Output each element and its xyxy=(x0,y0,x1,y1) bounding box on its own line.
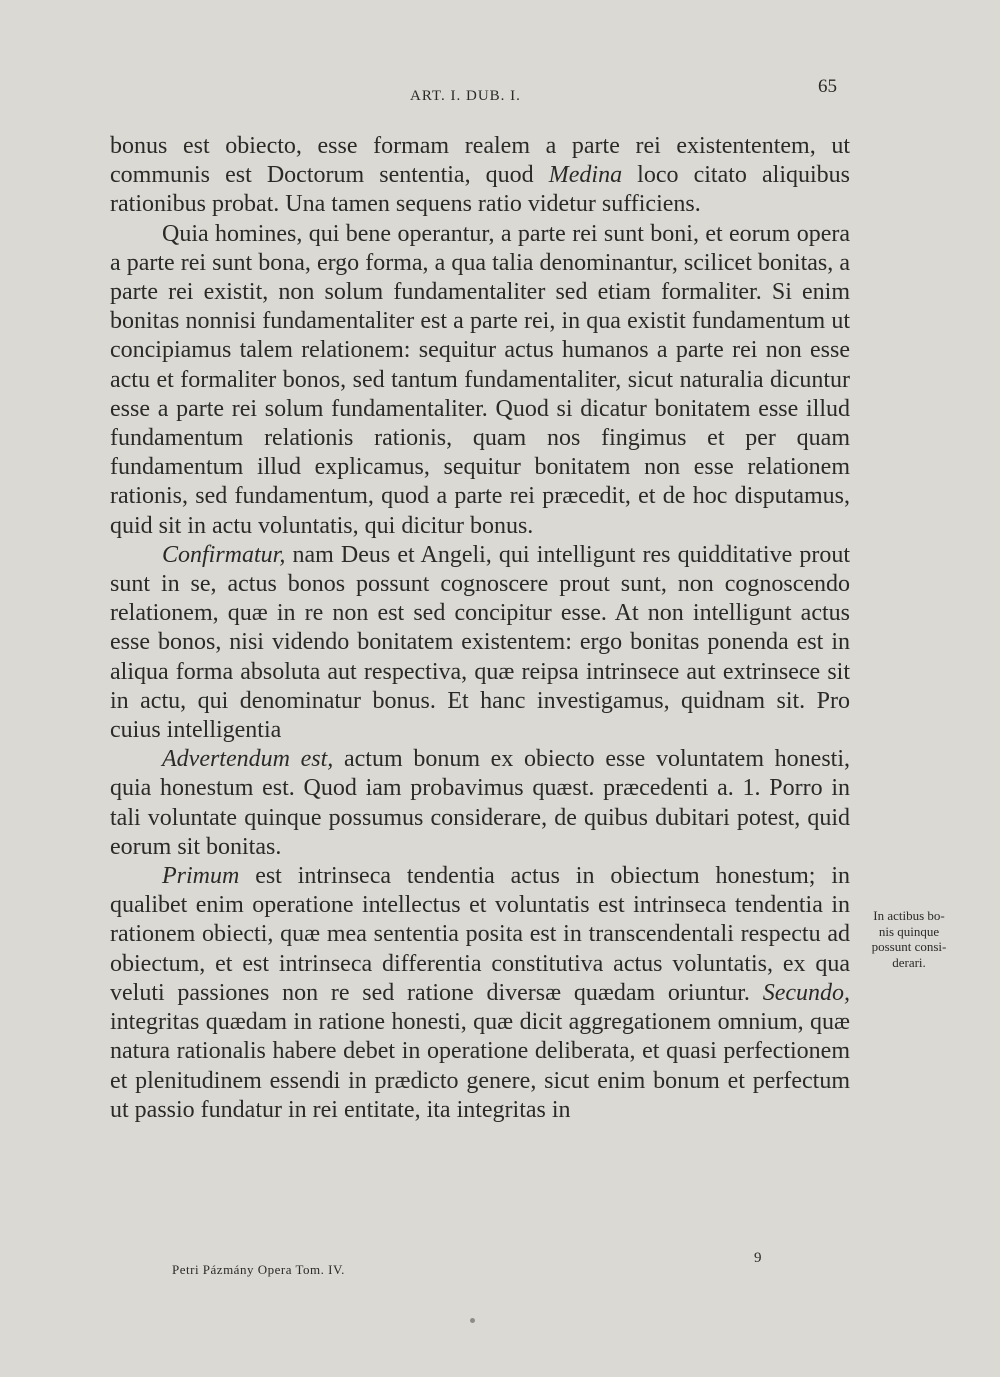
italic-name: Medina xyxy=(548,162,623,189)
italic-lead: Advertendum est, xyxy=(162,746,334,773)
text-run: est intrinseca tendentia actus in obiectum honestum; in qualibet enim operatione intellectus et voluntatis est intrinseca tendentia in rationem obiecti, quæ mea sententia posita est in transcendentali respectu ad obiectum, et est intrinseca differentia constitutiva actus voluntatis, ex qua veluti passiones non re sed ratione diversæ quædam oriuntur. xyxy=(110,863,850,1006)
paragraph xyxy=(110,541,850,745)
text-run: bonus est obiecto, esse formam realem a parte rei existententem, ut communis est Doctorum sententia, quod xyxy=(110,133,850,189)
text-run: Quia homines, qui bene operantur, a parte rei sunt boni, et eorum opera a parte rei sunt bona, ergo forma, a qua talia denominantur, scilicet bonitas, a parte rei existit, non solum fundamentaliter sed etiam formaliter. Si enim bonitas nonnisi fundamentaliter est a parte rei, in qua existit fundamentum ut concipiamus talem relationem: sequitur actus humanos a parte rei non esse actu et formaliter bonos, sed tantum fundamentaliter, sicut naturalia dicuntur esse a parte rei solum fundamentaliter. Quod si dicatur bonitatem esse illud fundamentum relationis rationis, quam nos fingimus et per quam fundamentum illud explicamus, sequitur bonitatem non esse relationem rationis, sed fundamentum, quod a parte rei præcedit, et de hoc disputamus, quid sit in actu voluntatis, qui dicitur bonus. xyxy=(110,220,850,539)
margin-note-line: nis quinque xyxy=(878,923,940,939)
body-text xyxy=(110,132,850,1125)
text-run: actum bonum ex obiecto esse voluntatem honesti, quia honestum est. Quod iam probavimus quæst. præcedenti a. 1. Porro in tali voluntate quinque possumus considerare, de quibus dubitari potest, quid eorum sit bonitas. xyxy=(110,746,851,860)
margin-note-line: possunt consi- xyxy=(871,939,947,954)
paragraph xyxy=(110,132,850,220)
text-run: loco citato aliquibus rationibus probat. Una tamen sequens ratio videtur sufficiens. xyxy=(110,162,850,218)
signature-mark: 9 xyxy=(754,1250,762,1266)
italic-lead: Confirmatur, xyxy=(162,541,286,568)
italic-lead: Secundo, xyxy=(762,979,850,1006)
margin-note-line: In actibus bo- xyxy=(873,908,945,923)
text-run: integritas quædam in ratione honesti, quæ dicit aggregationem omnium, quæ natura rationalis habere debet in operatione deliberata, et quasi perfectionem et plenitudinem essendi in prædicto genere, sicut enim bonum et perfectum ut passio fundatur in rei entitate, ita integritas in xyxy=(110,1009,850,1123)
paragraph xyxy=(110,862,850,1125)
margin-note xyxy=(855,908,963,970)
paragraph xyxy=(110,220,850,541)
text-run: nam Deus et Angeli, qui intelligunt res quidditative prout sunt in se, actus bonos possunt cognoscere prout sunt, non cognoscendo relationem, quæ in re non est sed concipitur esse. At non intelligunt actus esse bonos, nisi videndo bonitatem existentem: ergo bonitas ponenda est in aliqua forma absoluta aut respectiva, quæ reipsa intrinsece aut extrinsece sit in actu, qui denominatur bonus. Et hanc investigamus, quidnam sit. Pro cuius intelligentia xyxy=(110,541,850,744)
paragraph xyxy=(110,745,850,862)
italic-lead: Primum xyxy=(162,863,240,890)
margin-note-line: derari. xyxy=(892,954,926,970)
footer-imprint: Petri Pázmány Opera Tom. IV. xyxy=(172,1262,345,1277)
running-head: ART. I. DUB. I. xyxy=(410,88,521,104)
page-number: 65 xyxy=(818,76,837,97)
ink-speck xyxy=(470,1318,475,1323)
